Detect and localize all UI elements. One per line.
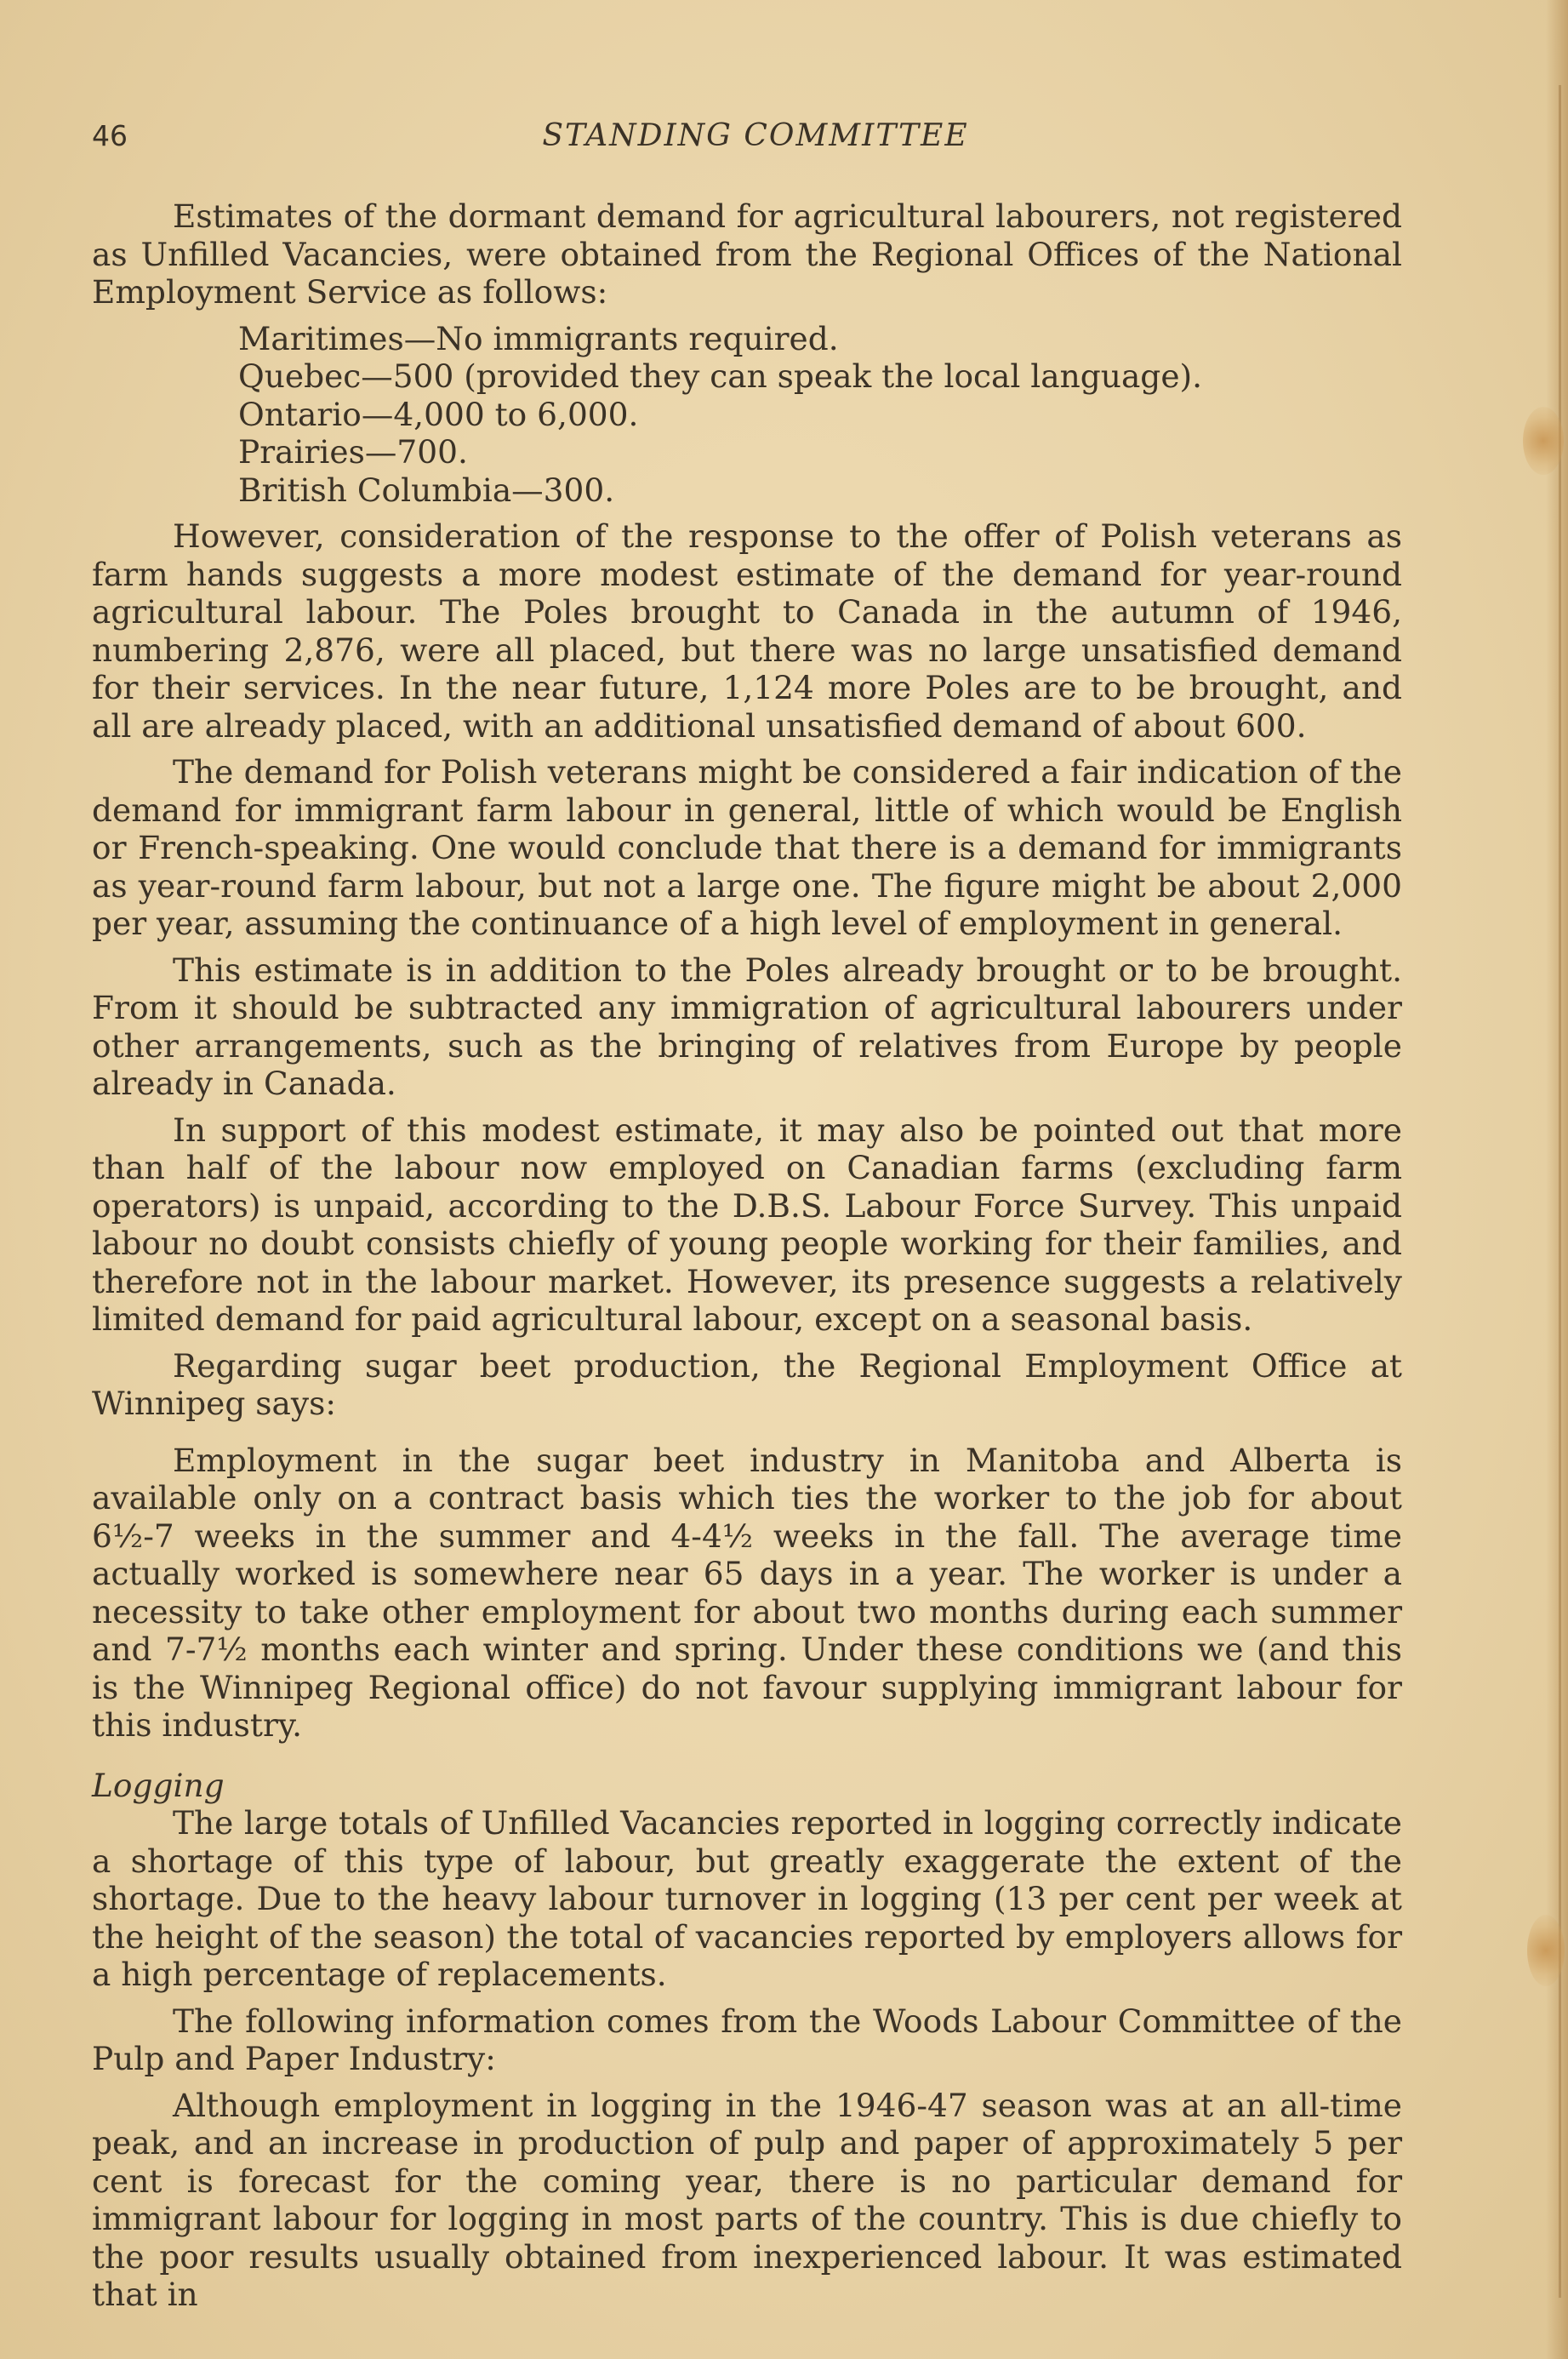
- winnipeg-quote: Employment in the sugar beet industry in Manitoba and Alberta is available only on a contract basis which ties the worker to the job for about 6½-7 weeks in the summer and 4-4½ weeks in the fall. The average time actually worked is somewhere near 65 days in a year. The worker is under a necessity to take other employment for about two months during each summer and 7-7½ months each winter and spring. Under these conditions we (and this is the Winnipeg Regional office) do not favour supplying immigrant labour for this industry.: [92, 1441, 1402, 1744]
- page-number: 46: [92, 119, 128, 152]
- foxing-stain: [1523, 407, 1564, 475]
- paragraph: Regarding sugar beet production, the Regional Employment Office at Winnipeg says:: [92, 1346, 1402, 1422]
- paragraph: The demand for Polish veterans might be considered a fair indication of the demand for immigrant farm labour in general, little of which would be English or French-speaking. One would conclude that there is a demand for immigrants as year-round farm labour, but not a large one. The figure might be about 2,000 per year, assuming the continuance of a high level of employment in general.: [92, 753, 1402, 942]
- list-item: Ontario—4,000 to 6,000.: [238, 395, 639, 433]
- paragraph: This estimate is in addition to the Poles already brought or to be brought. From it should be subtracted any immigration of agricultural labourers under other arrangements, such as the bringing of relatives from Europe by people already in Canada.: [92, 951, 1402, 1102]
- list-item: British Columbia—300.: [238, 471, 615, 509]
- paragraph: In support of this modest estimate, it may also be pointed out that more than half of the labour now employed on Canadian farms (excluding farm operators) is unpaid, according to the D.B.S. Labour Force Survey. This unpaid labour no doubt consists chiefly of young people working for their families, and therefore not in the labour market. However, its presence suggests a relatively limited demand for paid agricultural labour, except on a seasonal basis.: [92, 1111, 1402, 1338]
- paragraph: However, consideration of the response to the offer of Polish veterans as farm hands suggests a more modest estimate of the demand for year-round agricultural labour. The Poles brought to Canada in the autumn of 1946, numbering 2,876, were all placed, but there was no large unsatisfied demand for their services. In the near future, 1,124 more Poles are to be brought, and all are already placed, with an additional unsatisfied demand of about 600.: [92, 517, 1402, 745]
- page-content: [92, 117, 1402, 2322]
- regional-estimates-list: [92, 320, 1402, 510]
- paragraph: The large totals of Unfilled Vacancies reported in logging correctly indicate a shortage of this type of labour, but greatly exaggerate the extent of the shortage. Due to the heavy labour turnover in logging (13 per cent per week at the height of the season) the total of vacancies reported by employers allows for a high percentage of replacements.: [92, 1804, 1402, 1993]
- running-head: STANDING COMMITTEE: [542, 118, 969, 153]
- foxing-stain: [1527, 1915, 1565, 1986]
- list-item: Quebec—500 (provided they can speak the local language).: [238, 357, 1203, 395]
- page-edge-shadow: [1546, 0, 1568, 2359]
- paragraph: The following information comes from the Woods Labour Committee of the Pulp and Paper Industry:: [92, 2002, 1402, 2077]
- section-heading-logging: Logging: [92, 1766, 225, 1804]
- list-item: Maritimes—No immigrants required.: [238, 319, 839, 357]
- logging-quote: Although employment in logging in the 1946-47 season was at an all-time peak, and an increase in production of pulp and paper of approximately 5 per cent is forecast for the coming year, there is no particular demand for immigrant labour for logging in most parts of the country. This is due chiefly to the poor results usually obtained from inexperienced labour. It was estimated that in: [92, 2086, 1402, 2313]
- list-item: Prairies—700.: [238, 433, 468, 471]
- page-header: [92, 117, 1402, 168]
- intro-paragraph: Estimates of the dormant demand for agricultural labourers, not registered as Unfilled Vacancies, were obtained from the Regional Offices of the National Employment Service as follows:: [92, 197, 1402, 311]
